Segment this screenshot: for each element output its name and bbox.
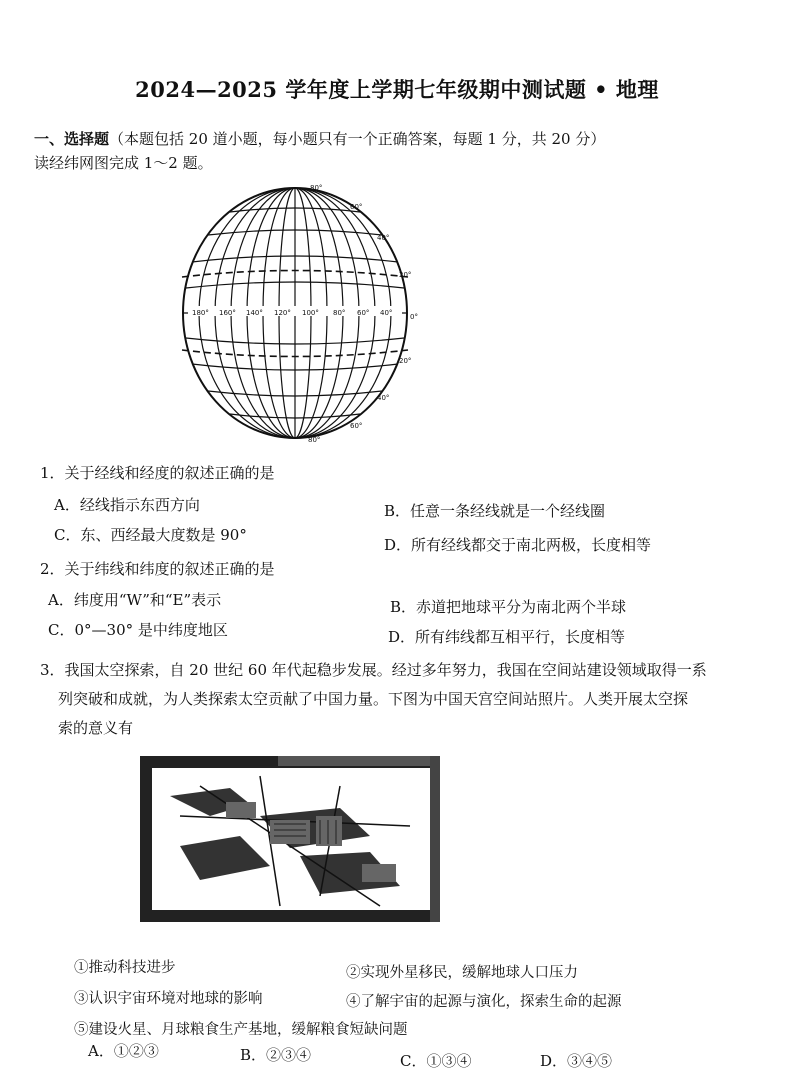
q3-option-c: C．①③④: [400, 1052, 472, 1070]
space-station-photo: [140, 756, 440, 922]
section-heading-note: （本题包括 20 道小题，每小题只有一个正确答案，每题 1 分，共 20 分）: [109, 130, 606, 148]
section-heading: [34, 128, 605, 149]
lat-label-north: 60°: [350, 203, 363, 211]
lat-label-north: 40°: [377, 234, 390, 242]
q2-option-a: A．纬度用“W”和“E”表示: [48, 591, 222, 609]
q3-item-4: ④了解宇宙的起源与演化，探索生命的起源: [346, 994, 622, 1010]
lat-label-south: 20°: [399, 357, 412, 365]
lon-label: 160°: [219, 309, 236, 317]
q2-option-d: D．所有纬线都互相平行，长度相等: [388, 628, 626, 646]
q3-item-1: ①推动科技进步: [74, 960, 176, 976]
lat-label-south: 40°: [377, 394, 390, 402]
lat-label-south: 60°: [350, 422, 363, 430]
q2-stem: 2．关于纬线和纬度的叙述正确的是: [40, 560, 275, 578]
exam-title: 2024—2025 学年度上学期七年级期中测试题 • 地理: [135, 77, 659, 102]
lon-label: 180°: [192, 309, 209, 317]
lon-label: 60°: [357, 309, 370, 317]
lon-label: 80°: [333, 309, 346, 317]
q3-option-a: A．①②③: [88, 1042, 159, 1060]
q3-option-b: B．②③④: [240, 1046, 312, 1064]
q1-stem: 1．关于经线和经度的叙述正确的是: [40, 464, 275, 482]
q3-item-3: ③认识宇宙环境对地球的影响: [74, 991, 263, 1007]
longitude-labels: [188, 306, 402, 317]
q3-option-d: D．③④⑤: [540, 1052, 613, 1070]
lon-label: 100°: [302, 309, 319, 317]
section-heading-label: 一、选择题: [34, 130, 110, 148]
q1-option-a: A．经线指示东西方向: [54, 496, 200, 514]
q2-option-b: B．赤道把地球平分为南北两个半球: [390, 598, 627, 616]
q3-item-2: ②实现外星移民，缓解地球人口压力: [346, 965, 578, 981]
q3-stem-line-1: 3．我国太空探索，自 20 世纪 60 年代起稳步发展。经过多年努力，我国在空间站建设领域取得一系: [40, 661, 707, 679]
equator-label: 0°: [410, 313, 418, 321]
lat-label-north: 20°: [399, 271, 412, 279]
lon-label: 120°: [274, 309, 291, 317]
q3-item-5: ⑤建设火星、月球粮食生产基地，缓解粮食短缺问题: [74, 1022, 408, 1038]
lat-label-south: 80°: [308, 436, 321, 444]
q2-option-c: C．0°—30° 是中纬度地区: [48, 621, 228, 639]
globe-graticule-figure: [170, 180, 430, 445]
lon-label: 40°: [380, 309, 393, 317]
intro-text: 读经纬网图完成 1～2 题。: [34, 154, 213, 172]
q1-option-b: B．任意一条经线就是一个经线圈: [384, 502, 606, 520]
q3-stem-line-2: 列突破和成就，为人类探索太空贡献了中国力量。下图为中国天宫空间站照片。人类开展太空探: [58, 690, 689, 708]
q3-stem-line-3: 索的意义有: [58, 719, 134, 737]
q1-option-d: D．所有经线都交于南北两极，长度相等: [384, 536, 652, 554]
lat-label-north: 80°: [310, 184, 323, 192]
lon-label: 140°: [246, 309, 263, 317]
q1-option-c: C．东、西经最大度数是 90°: [54, 526, 247, 544]
